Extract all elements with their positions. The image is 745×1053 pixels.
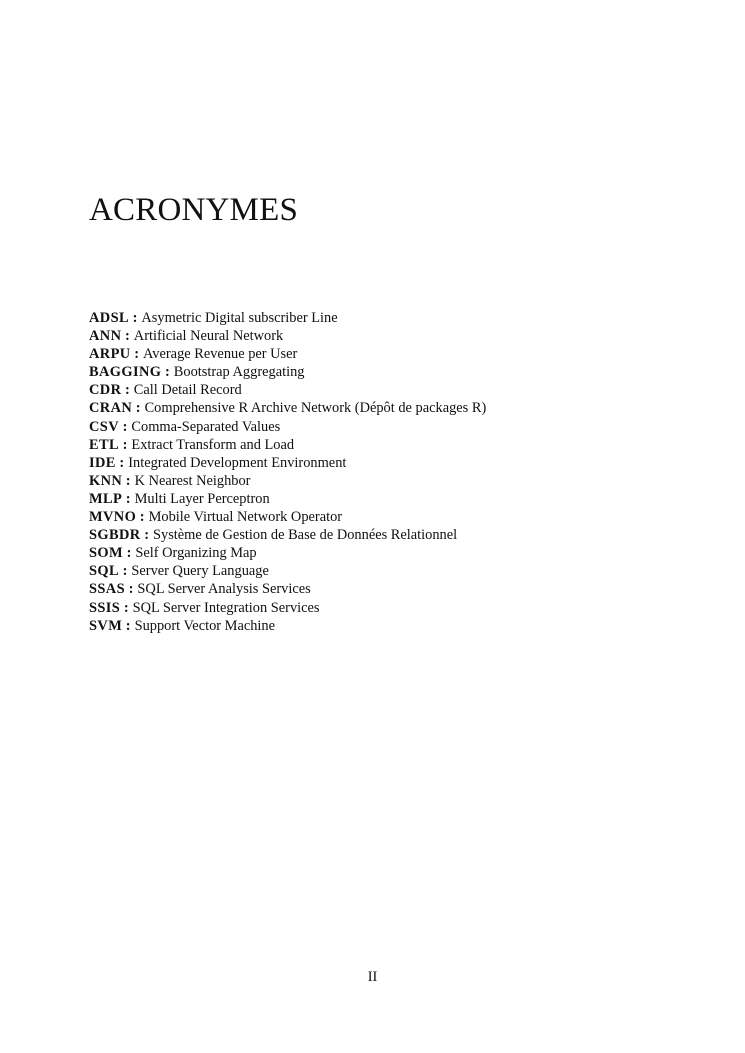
acronym-definition: SQL Server Analysis Services xyxy=(137,581,311,598)
acronym-row xyxy=(89,454,699,472)
acronym-definition: K Nearest Neighbor xyxy=(134,472,251,489)
acronym-definition: Support Vector Machine xyxy=(134,617,276,634)
acronym-abbreviation: SSAS xyxy=(89,581,126,598)
acronym-separator: : xyxy=(125,617,131,634)
acronym-abbreviation: ETL xyxy=(89,436,119,453)
acronym-abbreviation: ADSL xyxy=(89,310,129,326)
acronym-definition: Comprehensive R Archive Network (Dépôt de packages R) xyxy=(144,400,487,417)
acronym-abbreviation: SVM xyxy=(89,617,123,634)
acronym-row xyxy=(89,345,699,363)
acronym-separator: : xyxy=(125,490,131,507)
acronym-separator: : xyxy=(134,346,139,363)
acronym-separator: : xyxy=(132,310,138,326)
acronym-abbreviation: SSIS xyxy=(89,599,121,616)
acronym-separator: : xyxy=(125,382,130,399)
acronym-separator: : xyxy=(164,364,170,381)
acronym-abbreviation: ANN xyxy=(89,328,122,345)
acronym-row xyxy=(89,526,699,544)
acronym-row xyxy=(89,327,699,345)
acronym-separator: : xyxy=(122,563,128,580)
acronym-row xyxy=(89,490,699,508)
acronym-abbreviation: CRAN xyxy=(89,400,133,417)
acronym-row xyxy=(89,363,699,381)
acronym-row xyxy=(89,544,699,562)
acronym-definition: SQL Server Integration Services xyxy=(132,599,320,616)
acronym-abbreviation: CDR xyxy=(89,382,122,399)
acronym-abbreviation: MLP xyxy=(89,490,123,507)
acronym-definition: Integrated Development Environment xyxy=(128,454,347,471)
acronym-separator: : xyxy=(123,599,129,616)
acronym-separator: : xyxy=(122,436,128,453)
acronym-row xyxy=(89,436,699,454)
acronym-separator: : xyxy=(125,472,131,489)
acronym-abbreviation: CSV xyxy=(89,418,119,435)
acronym-separator: : xyxy=(125,328,130,345)
acronym-abbreviation: SOM xyxy=(89,545,123,562)
acronym-abbreviation: MVNO xyxy=(89,509,137,526)
acronym-definition: Artificial Neural Network xyxy=(133,328,284,345)
page-title: ACRONYMES xyxy=(89,192,299,228)
acronym-row xyxy=(89,381,699,399)
acronym-separator: : xyxy=(135,400,141,417)
acronym-list xyxy=(89,309,699,635)
acronym-row xyxy=(89,508,699,526)
acronym-definition: Mobile Virtual Network Operator xyxy=(148,509,343,526)
acronym-row xyxy=(89,562,699,580)
acronym-definition: Average Revenue per User xyxy=(142,346,298,363)
acronym-abbreviation: SGBDR xyxy=(89,527,141,544)
acronym-abbreviation: IDE xyxy=(89,454,116,471)
acronym-definition: Call Detail Record xyxy=(133,382,242,399)
acronym-definition: Extract Transform and Load xyxy=(131,436,295,453)
acronym-separator: : xyxy=(122,418,128,435)
acronym-row xyxy=(89,580,699,598)
acronym-row xyxy=(89,309,699,327)
acronym-abbreviation: BAGGING xyxy=(89,364,162,381)
acronym-definition: Système de Gestion de Base de Données Relationnel xyxy=(153,527,458,544)
acronym-definition: Asymetric Digital subscriber Line xyxy=(141,310,338,326)
acronym-definition: Multi Layer Perceptron xyxy=(134,490,270,507)
acronym-separator: : xyxy=(128,581,134,598)
acronym-abbreviation: ARPU xyxy=(89,346,131,363)
acronym-row xyxy=(89,472,699,490)
acronym-definition: Self Organizing Map xyxy=(135,545,257,562)
acronym-row xyxy=(89,617,699,635)
acronym-abbreviation: SQL xyxy=(89,563,119,580)
acronym-separator: : xyxy=(126,545,132,562)
acronym-definition: Server Query Language xyxy=(131,563,269,580)
acronym-separator: : xyxy=(144,527,149,544)
acronym-separator: : xyxy=(139,509,145,526)
acronym-definition: Comma-Separated Values xyxy=(131,418,281,435)
acronym-definition: Bootstrap Aggregating xyxy=(173,364,305,381)
acronym-abbreviation: KNN xyxy=(89,472,123,489)
page-number: II xyxy=(367,969,378,985)
acronym-row xyxy=(89,399,699,417)
acronym-row xyxy=(89,599,699,617)
acronym-row xyxy=(89,418,699,436)
acronym-separator: : xyxy=(119,454,125,471)
